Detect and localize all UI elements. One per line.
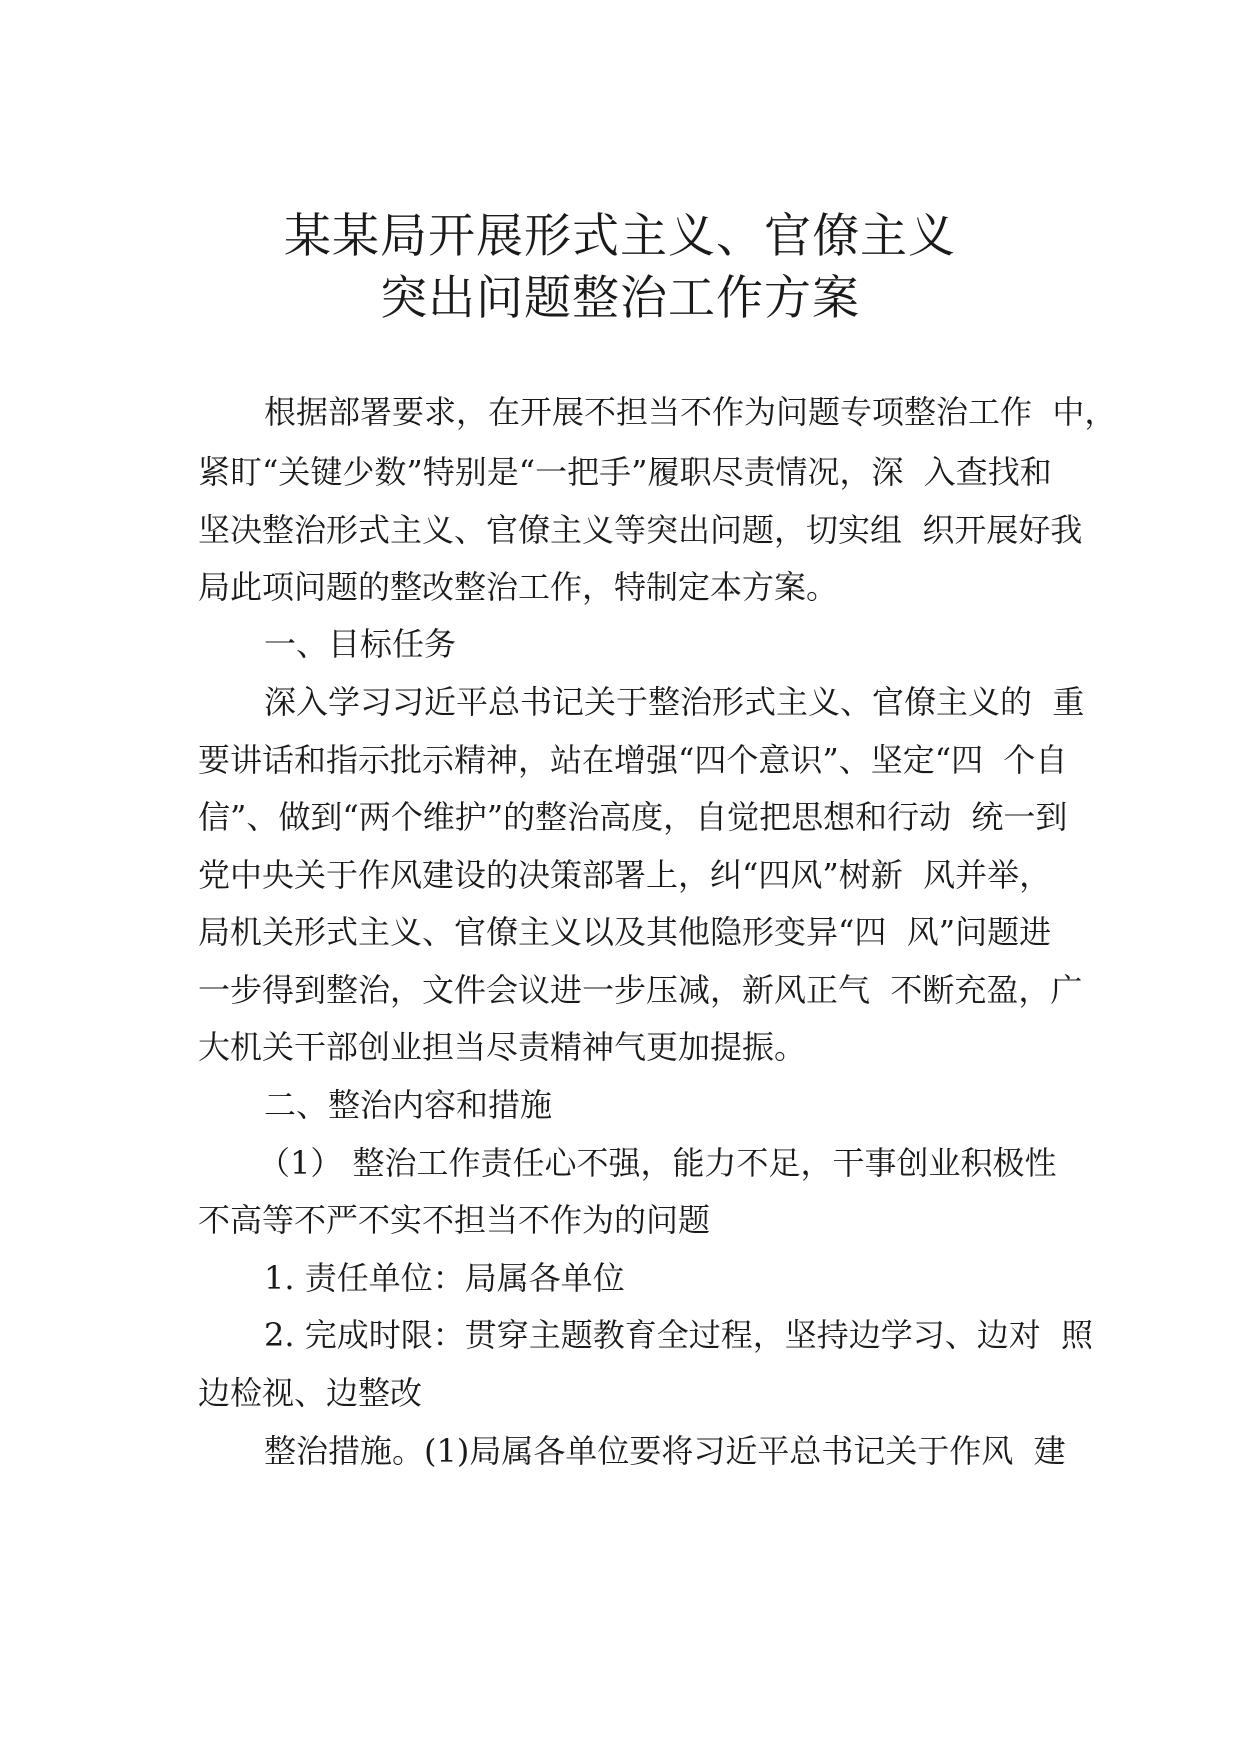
body-line: 要讲话和指示批示精神，站在增强“四个意识”、坚定“四 个自 bbox=[198, 741, 1068, 779]
body-line: 大机关干部创业担当尽责精神气更加提振。 bbox=[198, 1028, 807, 1066]
body-line: 党中央关于作风建设的决策部署上，纠“四风”树新 风并举， bbox=[198, 856, 1052, 894]
body-line: 局此项问题的整改整治工作，特制定本方案。 bbox=[198, 568, 839, 606]
body-line: 边检视、边整改 bbox=[198, 1374, 423, 1412]
body-line: 一步得到整治，文件会议进一步压减，新风正气 不断充盈，广 bbox=[198, 971, 1083, 1009]
body-line: 不高等不严不实不担当不作为的问题 bbox=[198, 1201, 711, 1239]
document-title-line-2: 突出问题整治工作方案 bbox=[380, 271, 860, 326]
body-line: 信”、做到“两个维护”的整治高度，自觉把思想和行动 统一到 bbox=[198, 798, 1068, 836]
list-item: 1. 责任单位：局属各单位 bbox=[264, 1259, 625, 1297]
body-line: 紧盯“关键少数”特别是“一把手”履职尽责情况，深 入查找和 bbox=[198, 453, 1052, 491]
body-line: 整治措施。(1)局属各单位要将习近平总书记关于作风 建 bbox=[264, 1432, 1066, 1470]
body-line: 局机关形式主义、官僚主义以及其他隐形变异“四 风”问题进 bbox=[198, 913, 1052, 951]
body-line: 根据部署要求，在开展不担当不作为问题专项整治工作 中， bbox=[264, 393, 1117, 431]
section-heading-1: 一、目标任务 bbox=[264, 625, 457, 663]
body-line: 坚决整治形式主义、官僚主义等突出问题，切实组 织开展好我 bbox=[198, 511, 1083, 549]
body-line: 深入学习习近平总书记关于整治形式主义、官僚主义的 重 bbox=[264, 683, 1085, 721]
list-item: 2. 完成时限：贯穿主题教育全过程，坚持边学习、边对 照 bbox=[264, 1316, 1094, 1354]
document-title-line-1: 某某局开展形式主义、官僚主义 bbox=[284, 209, 956, 264]
body-line: （1） 整治工作责任心不强，能力不足，干事创业积极性 bbox=[258, 1144, 1057, 1182]
section-heading-2: 二、整治内容和措施 bbox=[264, 1086, 553, 1124]
